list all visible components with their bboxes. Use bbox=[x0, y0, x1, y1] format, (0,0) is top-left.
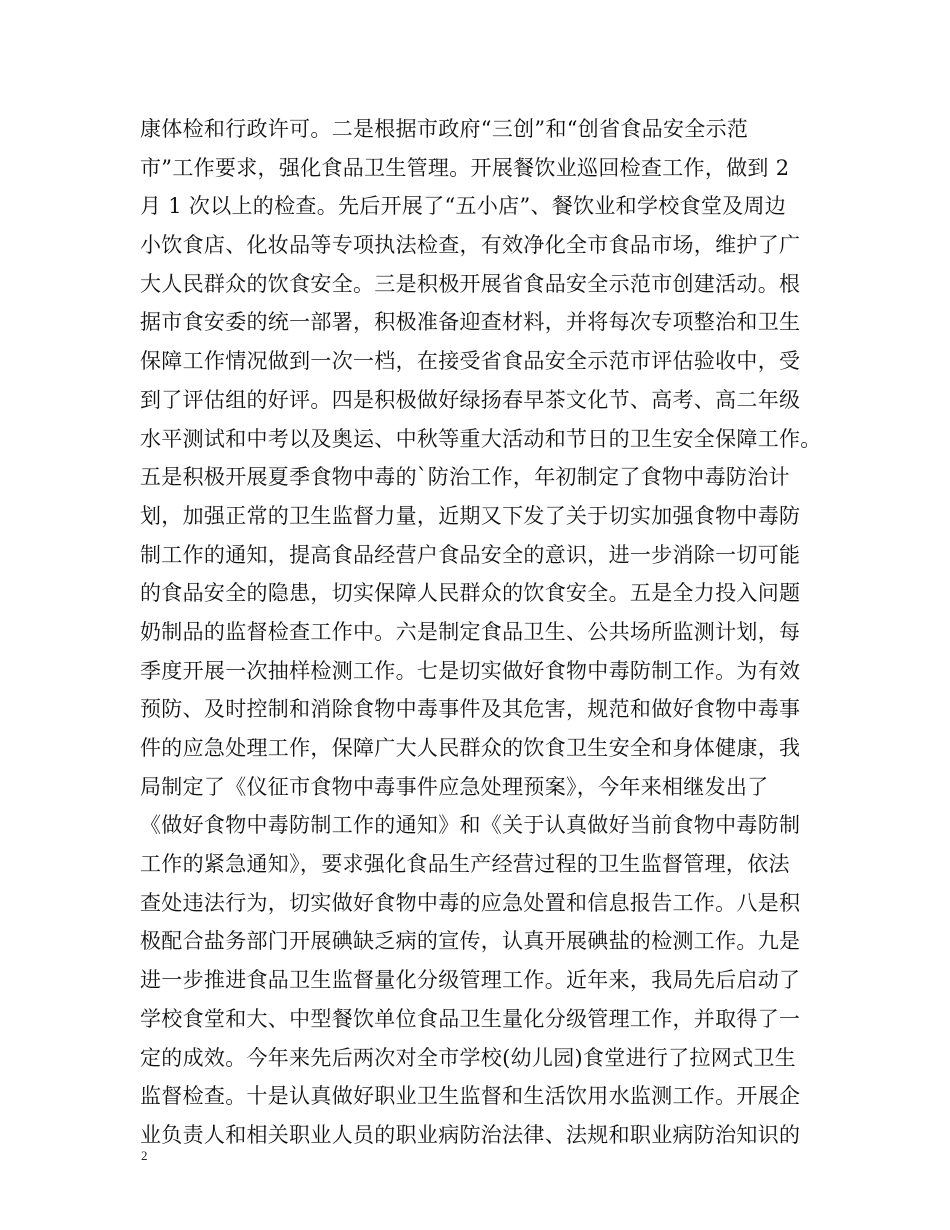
text-line: 五是积极开展夏季食物中毒的`防治工作，年初制定了食物中毒防治计 bbox=[140, 465, 790, 490]
text-line: 定的成效。今年来先后两次对全市学校(幼儿园)食堂进行了拉网式卫生 bbox=[140, 1045, 796, 1070]
text-line: 市”工作要求，强化食品卫生管理。开展餐饮业巡回检查工作，做到 2 bbox=[140, 155, 790, 180]
text-line: 查处违法行为，切实做好食物中毒的应急处置和信息报告工作。八是积 bbox=[140, 890, 801, 915]
text-line: 月 1 次以上的检查。先后开展了“五小店”、餐饮业和学校食堂及周边 bbox=[140, 194, 787, 219]
text-line: 康体检和行政许可。二是根据市政府“三创”和“创省食品安全示范 bbox=[140, 117, 749, 141]
text-line: 监督检查。十是认真做好职业卫生监督和生活饮用水监测工作。开展企 bbox=[140, 1084, 801, 1109]
text-line: 大人民群众的饮食安全。三是积极开展省食品安全示范市创建活动。根 bbox=[140, 271, 801, 296]
text-line: 小饮食店、化妆品等专项执法检查，有效净化全市食品市场，维护了广 bbox=[140, 233, 801, 258]
text-line: 制工作的通知，提高食品经营户食品安全的意识，进一步消除一切可能 bbox=[140, 542, 801, 567]
text-line: 极配合盐务部门开展碘缺乏病的宣传，认真开展碘盐的检测工作。九是 bbox=[140, 929, 801, 954]
text-line: 《做好食物中毒防制工作的通知》和《关于认真做好当前食物中毒防制 bbox=[140, 813, 801, 838]
body-text bbox=[140, 110, 840, 1155]
text-line: 水平测试和中考以及奥运、中秋等重大活动和节日的卫生安全保障工作。 bbox=[140, 426, 822, 451]
text-line: 工作的紧急通知》，要求强化食品生产经营过程的卫生监督管理，依法 bbox=[140, 852, 790, 877]
text-line: 季度开展一次抽样检测工作。七是切实做好食物中毒防制工作。为有效 bbox=[140, 658, 801, 683]
text-line: 奶制品的监督检查工作中。六是制定食品卫生、公共场所监测计划，每 bbox=[140, 619, 801, 644]
text-line: 件的应急处理工作，保障广大人民群众的饮食卫生安全和身体健康，我 bbox=[140, 736, 801, 760]
text-line: 业负责人和相关职业人员的职业病防治法律、法规和职业病防治知识的 bbox=[140, 1122, 801, 1147]
text-line: 学校食堂和大、中型餐饮单位食品卫生量化分级管理工作，并取得了一 bbox=[140, 1006, 801, 1031]
text-line: 保障工作情况做到一次一档，在接受省食品安全示范市评估验收中，受 bbox=[140, 349, 801, 374]
text-line: 的食品安全的隐患，切实保障人民群众的饮食安全。五是全力投入问题 bbox=[140, 581, 801, 606]
page-number: 2 bbox=[141, 1148, 148, 1163]
text-line: 到了评估组的好评。四是积极做好绿扬春早茶文化节、高考、高二年级 bbox=[140, 387, 801, 412]
text-line: 局制定了《仪征市食物中毒事件应急处理预案》，今年来相继发出了 bbox=[140, 774, 769, 799]
text-line: 据市食安委的统一部署，积极准备迎查材料，并将每次专项整治和卫生 bbox=[140, 310, 801, 335]
text-line: 预防、及时控制和消除食物中毒事件及其危害，规范和做好食物中毒事 bbox=[140, 697, 801, 722]
text-line: 进一步推进食品卫生监督量化分级管理工作。近年来，我局先后启动了 bbox=[140, 968, 801, 993]
text-line: 划，加强正常的卫生监督力量，近期又下发了关于切实加强食物中毒防 bbox=[140, 503, 801, 528]
